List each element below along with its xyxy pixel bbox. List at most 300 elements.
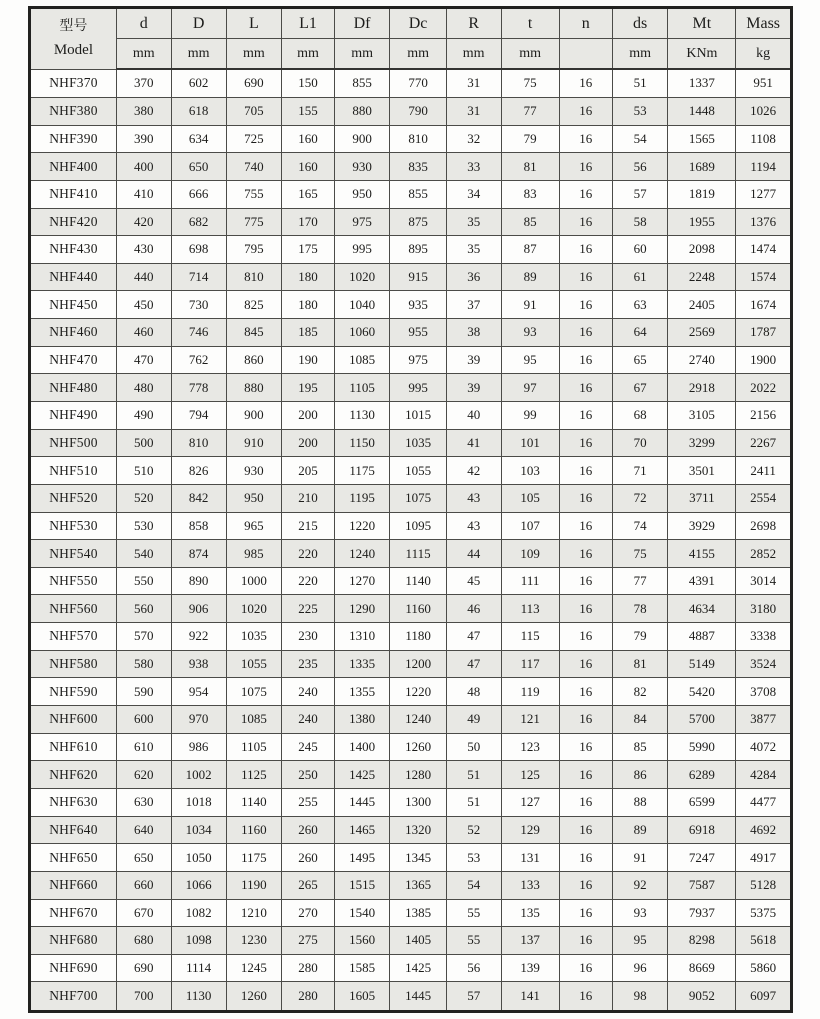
cell-df: 930	[334, 153, 390, 181]
cell-l: 1210	[226, 899, 282, 927]
table-body	[30, 69, 792, 1012]
cell-df: 1380	[334, 706, 390, 734]
model-header-zh: 型号	[59, 18, 88, 34]
cell-df: 1175	[334, 457, 390, 485]
cell-ds: 81	[612, 650, 668, 678]
column-unit-t: mm	[501, 39, 559, 70]
cell-df: 880	[334, 97, 390, 125]
cell-model: NHF440	[30, 263, 117, 291]
cell-r: 46	[446, 595, 501, 623]
cell-df: 1445	[334, 788, 390, 816]
cell-d: 610	[116, 733, 171, 761]
cell-dc: 1280	[390, 761, 446, 789]
cell-model: NHF600	[30, 706, 117, 734]
cell-r: 31	[446, 97, 501, 125]
table-row-NHF440	[30, 263, 792, 291]
cell-df: 1465	[334, 816, 390, 844]
cell-n: 16	[559, 761, 612, 789]
cell-l1: 270	[282, 899, 335, 927]
cell-l1: 265	[282, 871, 335, 899]
cell-n: 16	[559, 512, 612, 540]
cell-model: NHF580	[30, 650, 117, 678]
cell-ds: 70	[612, 429, 668, 457]
cell-n: 16	[559, 816, 612, 844]
column-header-t: t	[501, 8, 559, 39]
column-header-d: d	[116, 8, 171, 39]
cell-dc: 1200	[390, 650, 446, 678]
cell-n: 16	[559, 429, 612, 457]
column-unit-df: mm	[334, 39, 390, 70]
cell-l: 1260	[226, 982, 282, 1012]
cell-d: 922	[171, 623, 226, 651]
cell-n: 16	[559, 623, 612, 651]
cell-ds: 72	[612, 484, 668, 512]
cell-model: NHF490	[30, 402, 117, 430]
cell-dc: 1140	[390, 567, 446, 595]
cell-mt: 6599	[668, 788, 736, 816]
table-row-NHF630	[30, 788, 792, 816]
cell-r: 32	[446, 125, 501, 153]
cell-d: 906	[171, 595, 226, 623]
cell-n: 16	[559, 540, 612, 568]
cell-dc: 875	[390, 208, 446, 236]
cell-ds: 98	[612, 982, 668, 1012]
cell-r: 51	[446, 761, 501, 789]
cell-d: 700	[116, 982, 171, 1012]
cell-l: 1230	[226, 927, 282, 955]
table-row-NHF470	[30, 346, 792, 374]
cell-model: NHF700	[30, 982, 117, 1012]
model-header-en: Model	[53, 41, 94, 58]
cell-t: 137	[501, 927, 559, 955]
cell-ds: 65	[612, 346, 668, 374]
cell-mt: 3299	[668, 429, 736, 457]
cell-dc: 790	[390, 97, 446, 125]
cell-mt: 7937	[668, 899, 736, 927]
cell-t: 115	[501, 623, 559, 651]
cell-r: 50	[446, 733, 501, 761]
cell-d: 1050	[171, 844, 226, 872]
cell-d: 858	[171, 512, 226, 540]
cell-n: 16	[559, 457, 612, 485]
cell-n: 16	[559, 954, 612, 982]
cell-dc: 1055	[390, 457, 446, 485]
cell-ds: 92	[612, 871, 668, 899]
cell-d: 954	[171, 678, 226, 706]
table-row-NHF640	[30, 816, 792, 844]
cell-d: 590	[116, 678, 171, 706]
cell-l1: 230	[282, 623, 335, 651]
table-row-NHF510	[30, 457, 792, 485]
table-row-NHF550	[30, 567, 792, 595]
cell-dc: 1320	[390, 816, 446, 844]
cell-d: 550	[116, 567, 171, 595]
cell-r: 56	[446, 954, 501, 982]
cell-mt: 1955	[668, 208, 736, 236]
cell-t: 81	[501, 153, 559, 181]
cell-n: 16	[559, 153, 612, 181]
cell-dc: 1445	[390, 982, 446, 1012]
cell-t: 105	[501, 484, 559, 512]
cell-ds: 78	[612, 595, 668, 623]
cell-d: 778	[171, 374, 226, 402]
cell-model: NHF480	[30, 374, 117, 402]
cell-mass: 4284	[736, 761, 792, 789]
cell-mass: 1026	[736, 97, 792, 125]
cell-model: NHF410	[30, 180, 117, 208]
table-row-NHF370	[30, 69, 792, 97]
cell-mass: 1574	[736, 263, 792, 291]
cell-t: 135	[501, 899, 559, 927]
cell-r: 55	[446, 899, 501, 927]
column-header-dc: Dc	[390, 8, 446, 39]
cell-d: 1002	[171, 761, 226, 789]
cell-mt: 3501	[668, 457, 736, 485]
cell-t: 91	[501, 291, 559, 319]
column-header-mass: Mass	[736, 8, 792, 39]
cell-t: 141	[501, 982, 559, 1012]
table-row-NHF670	[30, 899, 792, 927]
cell-dc: 1035	[390, 429, 446, 457]
cell-n: 16	[559, 319, 612, 347]
cell-t: 109	[501, 540, 559, 568]
cell-l: 950	[226, 484, 282, 512]
cell-l1: 170	[282, 208, 335, 236]
cell-mt: 3105	[668, 402, 736, 430]
table-row-NHF680	[30, 927, 792, 955]
cell-dc: 1425	[390, 954, 446, 982]
cell-mt: 2740	[668, 346, 736, 374]
cell-l1: 155	[282, 97, 335, 125]
column-header-d: D	[171, 8, 226, 39]
cell-t: 77	[501, 97, 559, 125]
cell-mt: 7587	[668, 871, 736, 899]
cell-dc: 1095	[390, 512, 446, 540]
cell-d: 762	[171, 346, 226, 374]
cell-d: 490	[116, 402, 171, 430]
cell-mt: 1337	[668, 69, 736, 97]
cell-d: 986	[171, 733, 226, 761]
cell-dc: 1160	[390, 595, 446, 623]
cell-mt: 9052	[668, 982, 736, 1012]
table-header	[30, 8, 792, 70]
cell-n: 16	[559, 263, 612, 291]
cell-ds: 57	[612, 180, 668, 208]
cell-mt: 8298	[668, 927, 736, 955]
cell-dc: 1220	[390, 678, 446, 706]
cell-df: 995	[334, 236, 390, 264]
cell-n: 16	[559, 678, 612, 706]
cell-mass: 3338	[736, 623, 792, 651]
cell-r: 41	[446, 429, 501, 457]
cell-n: 16	[559, 899, 612, 927]
cell-t: 95	[501, 346, 559, 374]
cell-ds: 71	[612, 457, 668, 485]
cell-l: 1160	[226, 816, 282, 844]
cell-d: 970	[171, 706, 226, 734]
cell-df: 1040	[334, 291, 390, 319]
cell-model: NHF620	[30, 761, 117, 789]
cell-d: 634	[171, 125, 226, 153]
table-row-NHF500	[30, 429, 792, 457]
cell-d: 480	[116, 374, 171, 402]
cell-d: 682	[171, 208, 226, 236]
cell-l1: 260	[282, 844, 335, 872]
cell-l: 1000	[226, 567, 282, 595]
cell-mass: 2022	[736, 374, 792, 402]
table-row-NHF700	[30, 982, 792, 1012]
cell-l: 930	[226, 457, 282, 485]
cell-ds: 60	[612, 236, 668, 264]
cell-mt: 2098	[668, 236, 736, 264]
cell-d: 714	[171, 263, 226, 291]
cell-df: 1020	[334, 263, 390, 291]
cell-df: 975	[334, 208, 390, 236]
cell-d: 420	[116, 208, 171, 236]
cell-n: 16	[559, 871, 612, 899]
cell-r: 51	[446, 788, 501, 816]
cell-ds: 89	[612, 816, 668, 844]
cell-l1: 195	[282, 374, 335, 402]
cell-d: 660	[116, 871, 171, 899]
cell-l: 705	[226, 97, 282, 125]
cell-model: NHF630	[30, 788, 117, 816]
cell-mass: 5128	[736, 871, 792, 899]
cell-mass: 1674	[736, 291, 792, 319]
cell-d: 430	[116, 236, 171, 264]
cell-mt: 6918	[668, 816, 736, 844]
cell-ds: 96	[612, 954, 668, 982]
cell-model: NHF680	[30, 927, 117, 955]
cell-model: NHF570	[30, 623, 117, 651]
cell-n: 16	[559, 706, 612, 734]
cell-l: 825	[226, 291, 282, 319]
cell-d: 690	[116, 954, 171, 982]
cell-mt: 1819	[668, 180, 736, 208]
cell-t: 75	[501, 69, 559, 97]
table-row-NHF600	[30, 706, 792, 734]
cell-model: NHF510	[30, 457, 117, 485]
table-row-NHF420	[30, 208, 792, 236]
cell-mt: 4391	[668, 567, 736, 595]
cell-l: 900	[226, 402, 282, 430]
cell-d: 794	[171, 402, 226, 430]
cell-r: 31	[446, 69, 501, 97]
cell-d: 470	[116, 346, 171, 374]
cell-l: 1035	[226, 623, 282, 651]
cell-l1: 205	[282, 457, 335, 485]
cell-df: 1060	[334, 319, 390, 347]
cell-l: 795	[226, 236, 282, 264]
cell-r: 35	[446, 236, 501, 264]
cell-r: 33	[446, 153, 501, 181]
cell-mt: 1689	[668, 153, 736, 181]
cell-ds: 68	[612, 402, 668, 430]
cell-mass: 2698	[736, 512, 792, 540]
cell-df: 1195	[334, 484, 390, 512]
cell-d: 1098	[171, 927, 226, 955]
cell-ds: 93	[612, 899, 668, 927]
cell-mt: 4634	[668, 595, 736, 623]
table-row-NHF490	[30, 402, 792, 430]
cell-d: 380	[116, 97, 171, 125]
cell-n: 16	[559, 125, 612, 153]
cell-d: 1066	[171, 871, 226, 899]
cell-d: 520	[116, 484, 171, 512]
cell-df: 1240	[334, 540, 390, 568]
cell-model: NHF550	[30, 567, 117, 595]
cell-d: 698	[171, 236, 226, 264]
column-header-r: R	[446, 8, 501, 39]
cell-l: 755	[226, 180, 282, 208]
cell-dc: 1240	[390, 706, 446, 734]
cell-l: 1020	[226, 595, 282, 623]
cell-dc: 835	[390, 153, 446, 181]
cell-mass: 1787	[736, 319, 792, 347]
cell-d: 1034	[171, 816, 226, 844]
cell-l1: 180	[282, 291, 335, 319]
table-row-NHF530	[30, 512, 792, 540]
cell-model: NHF530	[30, 512, 117, 540]
cell-d: 510	[116, 457, 171, 485]
cell-dc: 1365	[390, 871, 446, 899]
cell-d: 650	[171, 153, 226, 181]
column-unit-r: mm	[446, 39, 501, 70]
cell-r: 49	[446, 706, 501, 734]
cell-n: 16	[559, 236, 612, 264]
cell-n: 16	[559, 180, 612, 208]
cell-dc: 935	[390, 291, 446, 319]
cell-l: 775	[226, 208, 282, 236]
cell-mass: 6097	[736, 982, 792, 1012]
cell-t: 121	[501, 706, 559, 734]
cell-n: 16	[559, 402, 612, 430]
cell-t: 87	[501, 236, 559, 264]
cell-n: 16	[559, 650, 612, 678]
cell-mass: 2554	[736, 484, 792, 512]
cell-t: 139	[501, 954, 559, 982]
cell-r: 36	[446, 263, 501, 291]
cell-d: 570	[116, 623, 171, 651]
cell-r: 39	[446, 374, 501, 402]
cell-df: 855	[334, 69, 390, 97]
cell-l1: 245	[282, 733, 335, 761]
cell-mass: 1194	[736, 153, 792, 181]
cell-dc: 975	[390, 346, 446, 374]
column-header-ds: ds	[612, 8, 668, 39]
header-label-row	[30, 8, 792, 39]
cell-d: 666	[171, 180, 226, 208]
cell-r: 35	[446, 208, 501, 236]
cell-n: 16	[559, 844, 612, 872]
cell-df: 1310	[334, 623, 390, 651]
cell-mt: 2918	[668, 374, 736, 402]
cell-mass: 3708	[736, 678, 792, 706]
cell-df: 1355	[334, 678, 390, 706]
cell-l1: 210	[282, 484, 335, 512]
cell-ds: 91	[612, 844, 668, 872]
cell-mt: 1448	[668, 97, 736, 125]
cell-t: 131	[501, 844, 559, 872]
cell-mt: 5990	[668, 733, 736, 761]
cell-mt: 2405	[668, 291, 736, 319]
cell-l: 965	[226, 512, 282, 540]
cell-t: 97	[501, 374, 559, 402]
cell-l: 860	[226, 346, 282, 374]
cell-l1: 200	[282, 402, 335, 430]
cell-l1: 220	[282, 540, 335, 568]
cell-mass: 2852	[736, 540, 792, 568]
cell-df: 1270	[334, 567, 390, 595]
cell-n: 16	[559, 595, 612, 623]
cell-mass: 2411	[736, 457, 792, 485]
cell-n: 16	[559, 97, 612, 125]
cell-mass: 4917	[736, 844, 792, 872]
table-row-NHF610	[30, 733, 792, 761]
cell-model: NHF390	[30, 125, 117, 153]
column-unit-d: mm	[171, 39, 226, 70]
cell-t: 123	[501, 733, 559, 761]
cell-ds: 53	[612, 97, 668, 125]
cell-l1: 280	[282, 954, 335, 982]
cell-l: 740	[226, 153, 282, 181]
cell-d: 540	[116, 540, 171, 568]
cell-t: 89	[501, 263, 559, 291]
cell-d: 650	[116, 844, 171, 872]
cell-n: 16	[559, 788, 612, 816]
cell-d: 1114	[171, 954, 226, 982]
cell-l1: 240	[282, 706, 335, 734]
cell-l1: 255	[282, 788, 335, 816]
cell-df: 1400	[334, 733, 390, 761]
cell-r: 42	[446, 457, 501, 485]
model-column-header	[30, 8, 117, 70]
cell-n: 16	[559, 346, 612, 374]
cell-d: 890	[171, 567, 226, 595]
cell-ds: 54	[612, 125, 668, 153]
table-row-NHF590	[30, 678, 792, 706]
cell-ds: 77	[612, 567, 668, 595]
cell-mt: 6289	[668, 761, 736, 789]
cell-mass: 5860	[736, 954, 792, 982]
cell-ds: 82	[612, 678, 668, 706]
column-header-n: n	[559, 8, 612, 39]
table-row-NHF580	[30, 650, 792, 678]
cell-t: 101	[501, 429, 559, 457]
cell-dc: 955	[390, 319, 446, 347]
cell-ds: 84	[612, 706, 668, 734]
cell-mass: 951	[736, 69, 792, 97]
cell-t: 99	[501, 402, 559, 430]
cell-n: 16	[559, 374, 612, 402]
cell-model: NHF670	[30, 899, 117, 927]
cell-ds: 79	[612, 623, 668, 651]
cell-l1: 240	[282, 678, 335, 706]
table-row-NHF620	[30, 761, 792, 789]
cell-l1: 165	[282, 180, 335, 208]
cell-d: 1018	[171, 788, 226, 816]
cell-model: NHF610	[30, 733, 117, 761]
cell-model: NHF380	[30, 97, 117, 125]
cell-t: 85	[501, 208, 559, 236]
cell-d: 1082	[171, 899, 226, 927]
cell-l: 1075	[226, 678, 282, 706]
column-header-mt: Mt	[668, 8, 736, 39]
cell-d: 730	[171, 291, 226, 319]
cell-r: 43	[446, 484, 501, 512]
cell-t: 127	[501, 788, 559, 816]
cell-d: 810	[171, 429, 226, 457]
